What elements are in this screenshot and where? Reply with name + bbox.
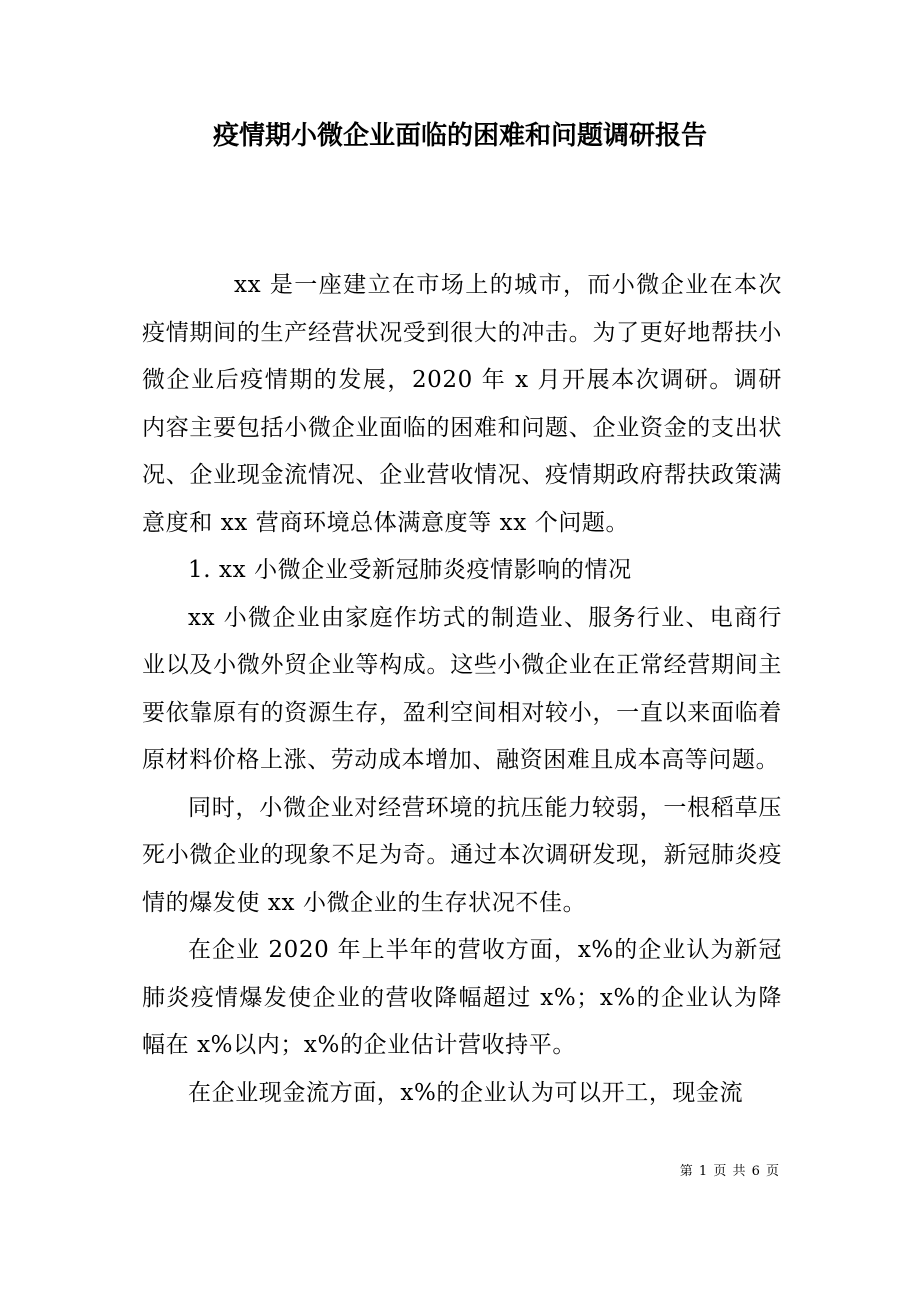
paragraph: 在企业 2020 年上半年的营收方面，x%的企业认为新冠肺炎疫情爆发使企业的营收降幅超过 x%；x%的企业认为降幅在 x%以内；x%的企业估计营收持平。 (142, 937, 782, 1058)
paragraph: 在企业现金流方面，x%的企业认为可以开工，现金流 (188, 1079, 744, 1106)
paragraph: 同时，小微企业对经营环境的抗压能力较弱，一根稻草压死小微企业的现象不足为奇。通过本次调研发现，新冠肺炎疫情的爆发使 xx 小微企业的生存状况不佳。 (142, 794, 782, 916)
paragraph-intro: xx 是一座建立在市场上的城市，而小微企业在本次疫情期间的生产经营状况受到很大的冲击。为了更好地帮扶小微企业后疫情期的发展，2020 年 x 月开展本次调研。调研内容主要包括小微企业面临的困难和问题、企业资金的支出状况、企业现金流情况、企业营收情况、疫情期政府帮扶政策满意度和 xx 营商环境总体满意度等 xx 个问题。 (142, 272, 782, 536)
page-number: 第 1 页 共 6 页 (679, 1164, 780, 1179)
document-title: 疫情期小微企业面临的困难和问题调研报告 (212, 121, 707, 151)
paragraph: xx 小微企业由家庭作坊式的制造业、服务行业、电商行业以及小微外贸企业等构成。这些小微企业在正常经营期间主要依靠原有的资源生存，盈利空间相对较小，一直以来面临着原材料价格上涨、劳动成本增加、融资困难且成本高等问题。 (142, 604, 782, 773)
section-heading: 1. xx 小微企业受新冠肺炎疫情影响的情况 (188, 557, 632, 583)
document-body (142, 262, 782, 1117)
